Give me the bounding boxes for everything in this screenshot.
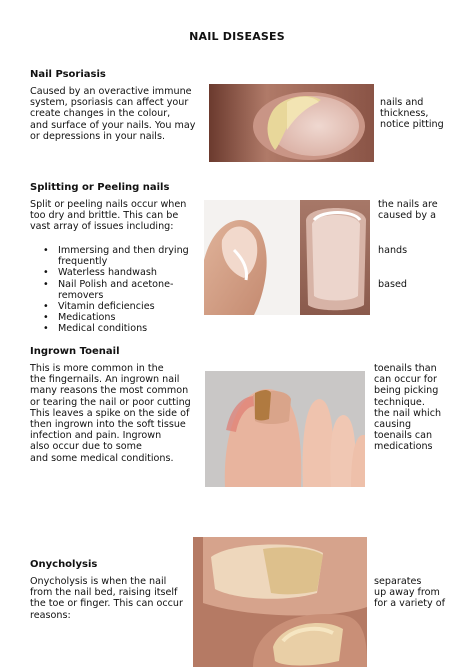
peeling-nail-photo [204, 200, 370, 315]
list-item: • Immersing and then drying frequently [30, 245, 210, 267]
list-item: • Waterless handwash [30, 267, 210, 278]
list-item: • Medical conditions [30, 323, 210, 334]
onycholysis-nail-photo [193, 537, 367, 667]
section-heading-ingrown: Ingrown Toenail [30, 346, 120, 357]
splitting-bullet-right-1: hands [378, 245, 408, 256]
splitting-text-right: the nails are caused by a [378, 199, 438, 222]
list-item: • Vitamin deficiencies [30, 301, 210, 312]
psoriasis-nail-photo [209, 84, 374, 162]
onycholysis-text-right: separates up away from for a variety of [374, 576, 445, 610]
splitting-text-left: Split or peeling nails occur when too dry and brittle. This can be vast array of issues including: [30, 199, 187, 233]
list-item: • Medications [30, 312, 210, 323]
ingrown-text-right: toenails than can occur for being picking technique. the nail which causing toenails can medications [374, 363, 442, 453]
ingrown-text-left: This is more common in the the fingernails. An ingrown nail many reasons the most common or tearing the nail or poor cutting This leaves a spike on the side of then ingrown into the soft tissue infection and pain. Ingrown also occur due to some and some medical conditions. [30, 363, 191, 464]
page-title: NAIL DISEASES [189, 30, 285, 43]
ingrown-toenail-photo [205, 371, 365, 487]
splitting-causes-list [30, 245, 210, 335]
psoriasis-text-right: nails and thickness, notice pitting [380, 97, 444, 131]
list-item: • Nail Polish and acetone- removers [30, 279, 210, 301]
section-heading-psoriasis: Nail Psoriasis [30, 69, 106, 80]
onycholysis-text-left: Onycholysis is when the nail from the nail bed, raising itself the toe or finger. This can occur reasons: [30, 576, 183, 621]
psoriasis-text-left: Caused by an overactive immune system, psoriasis can affect your create changes in the colour, and surface of your nails. You may or depressions in your nails. [30, 86, 196, 142]
splitting-bullet-right-2: based [378, 279, 407, 290]
section-heading-onycholysis: Onycholysis [30, 559, 98, 570]
section-heading-splitting: Splitting or Peeling nails [30, 182, 170, 193]
